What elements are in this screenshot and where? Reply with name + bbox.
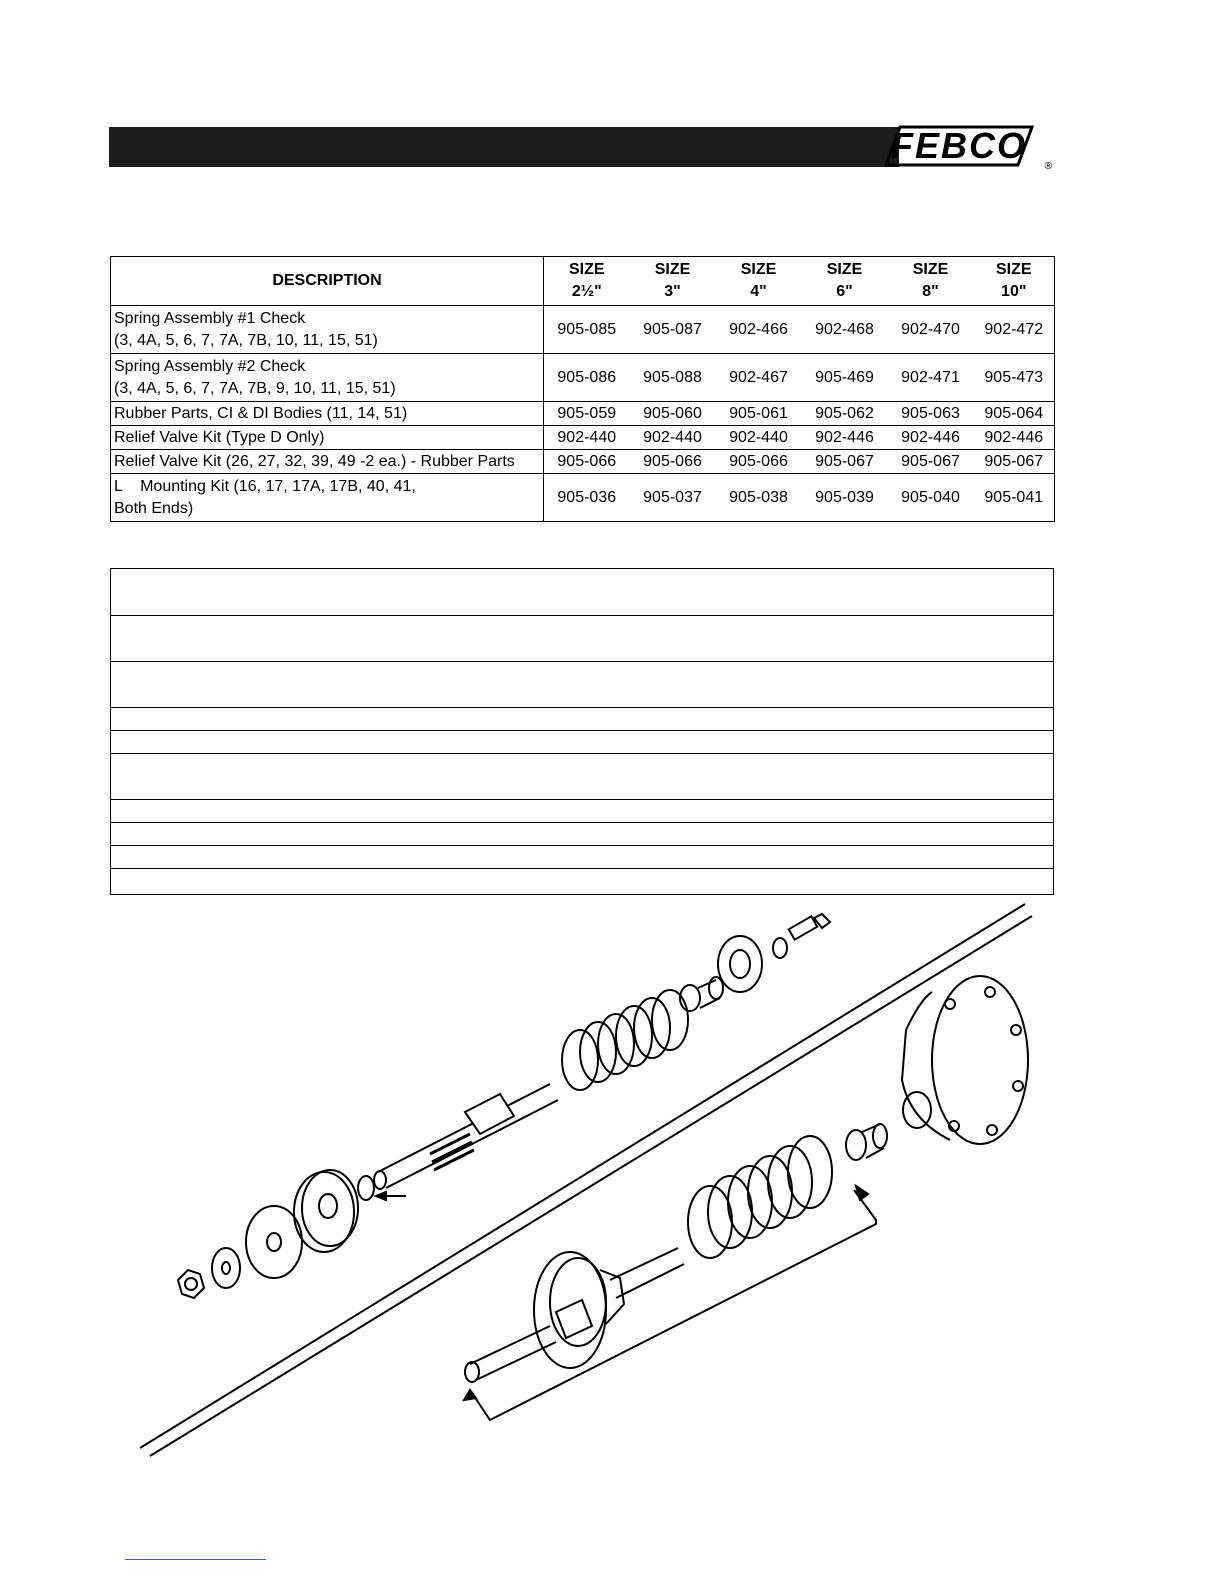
size-header: SIZE 6" <box>802 257 888 306</box>
lower-bushing-icon <box>846 1124 887 1160</box>
footer-link-underline <box>125 1559 266 1560</box>
exploded-parts-diagram <box>130 900 1050 1470</box>
part-number: 905-037 <box>630 474 716 522</box>
blank-row <box>111 731 1054 754</box>
row-description: Spring Assembly #2 Check (3, 4A, 5, 6, 7, 7A, 7B, 9, 10, 11, 15, 51) <box>111 354 544 402</box>
part-number: 905-060 <box>630 402 716 426</box>
table-row <box>111 402 1055 426</box>
part-number: 905-067 <box>888 450 974 474</box>
part-number: 905-059 <box>544 402 630 426</box>
part-number: 905-086 <box>544 354 630 402</box>
part-number: 905-469 <box>802 354 888 402</box>
part-number: 902-440 <box>544 426 630 450</box>
row-description: Relief Valve Kit (26, 27, 32, 39, 49 -2 ea.) - Rubber Parts <box>111 450 544 474</box>
part-number: 902-467 <box>716 354 802 402</box>
upper-stem-icon <box>374 1084 558 1189</box>
part-number: 905-036 <box>544 474 630 522</box>
part-number: 905-040 <box>888 474 974 522</box>
part-number: 905-067 <box>802 450 888 474</box>
part-number: 902-468 <box>802 306 888 354</box>
retainer-plate-icon <box>718 936 762 992</box>
arrow-icon <box>376 1192 406 1200</box>
registered-mark: ® <box>1044 161 1052 172</box>
febco-logo <box>884 124 1052 172</box>
part-number: 905-067 <box>974 450 1055 474</box>
rubber-disc-icon <box>246 1206 302 1278</box>
part-number: 905-066 <box>716 450 802 474</box>
part-number: 905-041 <box>974 474 1055 522</box>
part-number: 905-085 <box>544 306 630 354</box>
blank-row <box>111 754 1054 800</box>
part-number: 905-038 <box>716 474 802 522</box>
lower-spring-icon <box>688 1136 832 1258</box>
size-header: SIZE 8" <box>888 257 974 306</box>
size-header: SIZE 10" <box>974 257 1055 306</box>
header-bar <box>109 127 899 167</box>
assembly-bracket-icon <box>416 1186 878 1470</box>
upper-spring-icon <box>562 990 688 1090</box>
part-number: 905-473 <box>974 354 1055 402</box>
blank-row <box>111 569 1054 616</box>
logo-text: FEBCO <box>891 125 1027 166</box>
part-number: 902-446 <box>974 426 1055 450</box>
check-module-icon <box>465 1248 684 1382</box>
part-number: 902-470 <box>888 306 974 354</box>
hex-nut-icon <box>178 1270 204 1298</box>
table-row <box>111 306 1055 354</box>
size-header: SIZE 4" <box>716 257 802 306</box>
parts-table <box>110 256 1055 522</box>
table-row <box>111 450 1055 474</box>
size-header: SIZE 3" <box>630 257 716 306</box>
blank-row <box>111 846 1054 869</box>
part-number: 905-066 <box>544 450 630 474</box>
part-number: 902-446 <box>888 426 974 450</box>
row-description: Spring Assembly #1 Check (3, 4A, 5, 6, 7, 7A, 7B, 10, 11, 15, 51) <box>111 306 544 354</box>
table-row <box>111 354 1055 402</box>
row-description: L Mounting Kit (16, 17, 17A, 17B, 40, 41, Both Ends) <box>111 474 544 522</box>
part-number: 905-087 <box>630 306 716 354</box>
part-number: 905-039 <box>802 474 888 522</box>
part-number: 902-471 <box>888 354 974 402</box>
part-number: 905-061 <box>716 402 802 426</box>
washer-icon <box>212 1248 240 1288</box>
part-number: 902-472 <box>974 306 1055 354</box>
disc-holder-icon <box>294 1170 358 1252</box>
description-header: DESCRIPTION <box>111 257 544 306</box>
part-number: 902-466 <box>716 306 802 354</box>
table-row <box>111 426 1055 450</box>
row-description: Relief Valve Kit (Type D Only) <box>111 426 544 450</box>
o-ring-icon <box>358 1176 374 1200</box>
size-header: SIZE 2½" <box>544 257 630 306</box>
bolt-icon <box>789 914 830 940</box>
part-number: 905-066 <box>630 450 716 474</box>
blank-row <box>111 708 1054 731</box>
part-number: 905-064 <box>974 402 1055 426</box>
table-header-row <box>111 257 1055 306</box>
blank-table <box>110 568 1054 895</box>
part-number: 902-440 <box>630 426 716 450</box>
blank-row <box>111 662 1054 708</box>
blank-row <box>111 869 1054 895</box>
blank-row <box>111 616 1054 662</box>
part-number: 905-063 <box>888 402 974 426</box>
cover-flange-icon <box>902 976 1028 1144</box>
part-number: 902-440 <box>716 426 802 450</box>
blank-row <box>111 800 1054 823</box>
part-number: 902-446 <box>802 426 888 450</box>
row-description: Rubber Parts, CI & DI Bodies (11, 14, 51) <box>111 402 544 426</box>
blank-row <box>111 823 1054 846</box>
washer-icon <box>773 938 787 958</box>
table-row <box>111 474 1055 522</box>
part-number: 905-088 <box>630 354 716 402</box>
part-number: 905-062 <box>802 402 888 426</box>
